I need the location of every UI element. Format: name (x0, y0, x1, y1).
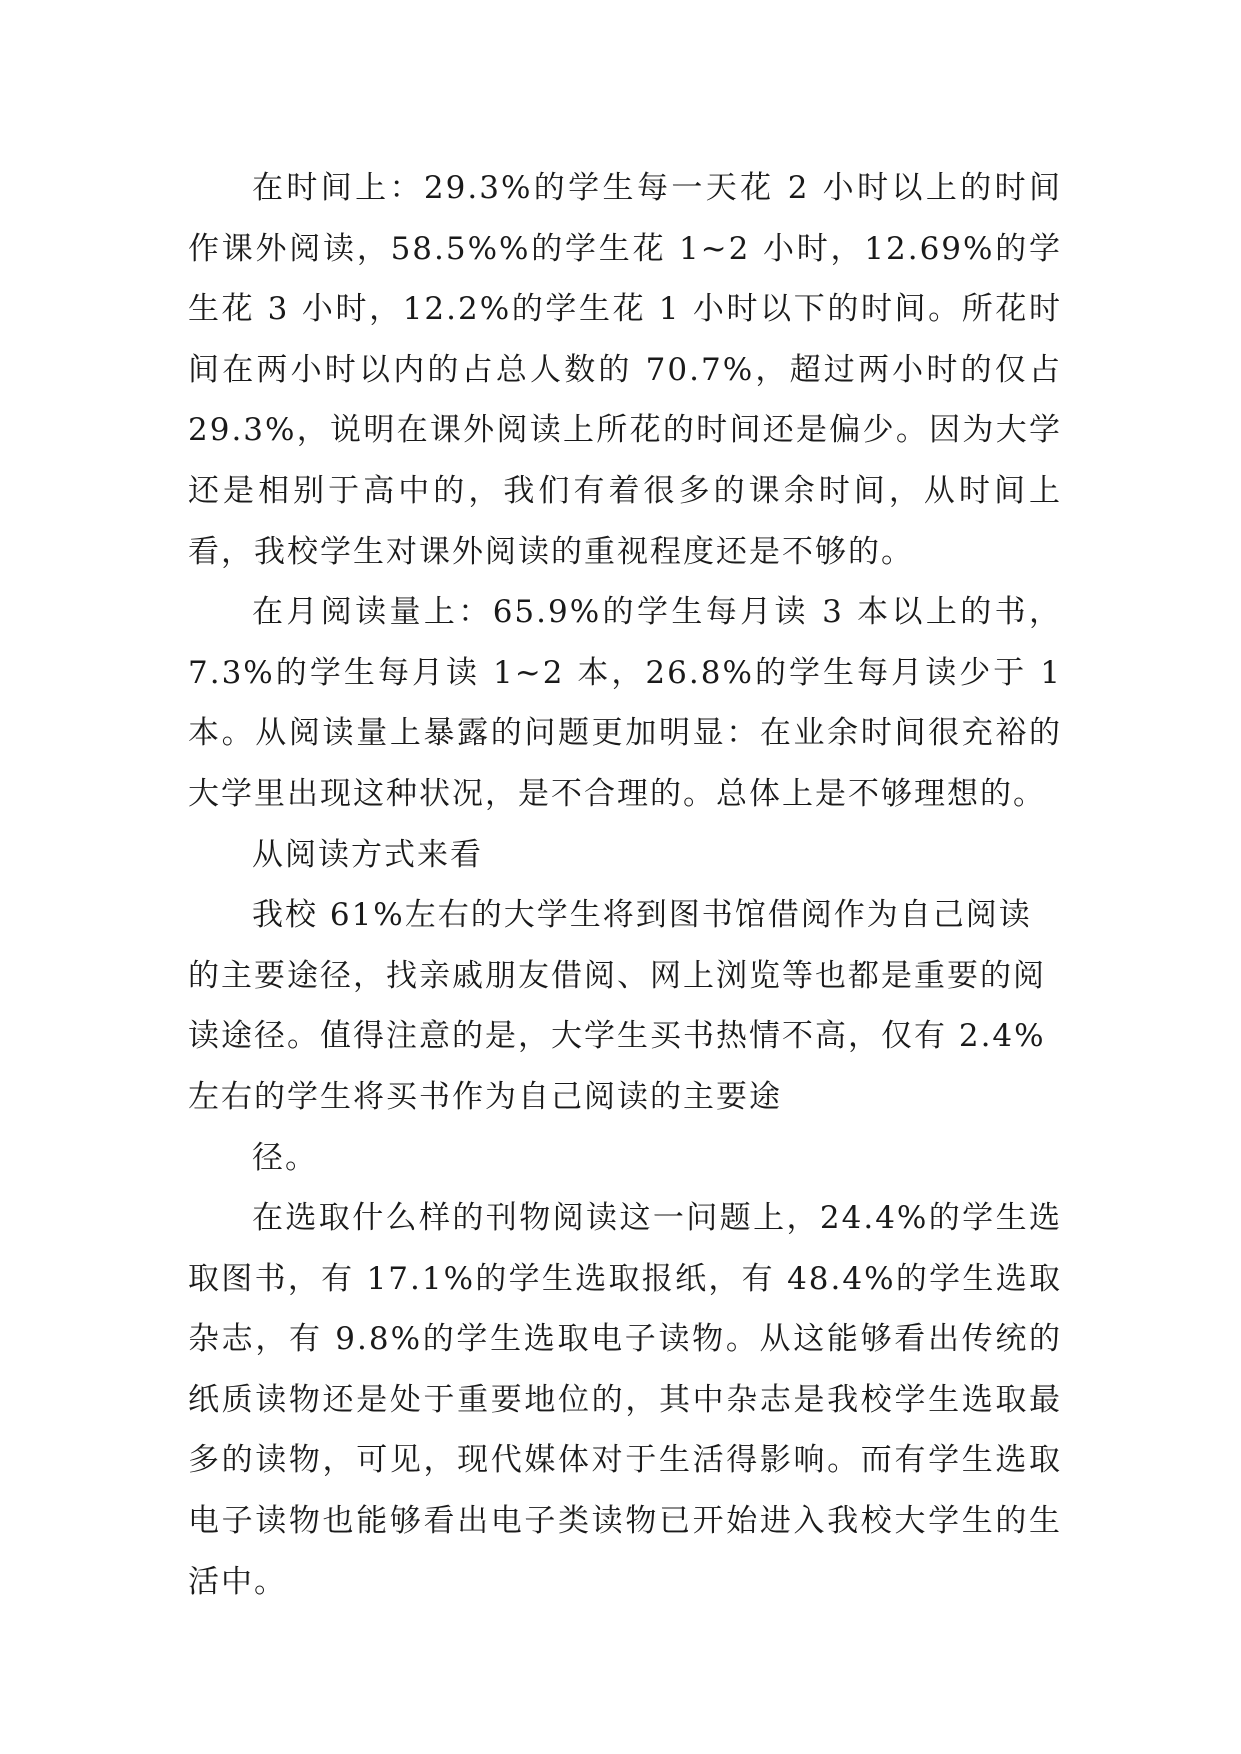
paragraph-reading-channels-continued: 径。 (252, 1139, 318, 1176)
paragraph-reading-method-heading: 从阅读方式来看 (252, 836, 483, 873)
paragraph-monthly-reading-volume: 在月阅读量上：65.9%的学生每月读 3 本以上的书，7.3%的学生每月读 1~2 本，26.8%的学生每月读少于 1 本。从阅读量上暴露的问题更加明显：在业余时间很充裕的大学里出现这种状况，是不合理的。总体上是不够理想的。 (188, 594, 1062, 812)
document-body (188, 158, 1062, 1612)
paragraph-reading-time: 在时间上：29.3%的学生每一天花 2 小时以上的时间作课外阅读，58.5%%的学生花 1~2 小时，12.69%的学生花 3 小时，12.2%的学生花 1 小时以下的时间。所花时间在两小时以内的占总人数的 70.7%，超过两小时的仅占 29.3%，说明在课外阅读上所花的时间还是偏少。因为大学还是相别于高中的，我们有着很多的课余时间，从时间上看，我校学生对课外阅读的重视程度还是不够的。 (188, 170, 1062, 570)
paragraph-reading-channels: 我校 61%左右的大学生将到图书馆借阅作为自己阅读的主要途径，找亲戚朋友借阅、网上浏览等也都是重要的阅读途径。值得注意的是，大学生买书热情不高，仅有 2.4%左右的学生将买书作为自己阅读的主要途 (188, 897, 1046, 1115)
paragraph-publication-choice: 在选取什么样的刊物阅读这一问题上，24.4%的学生选取图书，有 17.1%的学生选取报纸，有 48.4%的学生选取杂志，有 9.8%的学生选取电子读物。从这能够看出传统的纸质读物还是处于重要地位的，其中杂志是我校学生选取最多的读物，可见，现代媒体对于生活得影响。而有学生选取电子读物也能够看出电子类读物已开始进入我校大学生的生活中。 (188, 1200, 1062, 1600)
